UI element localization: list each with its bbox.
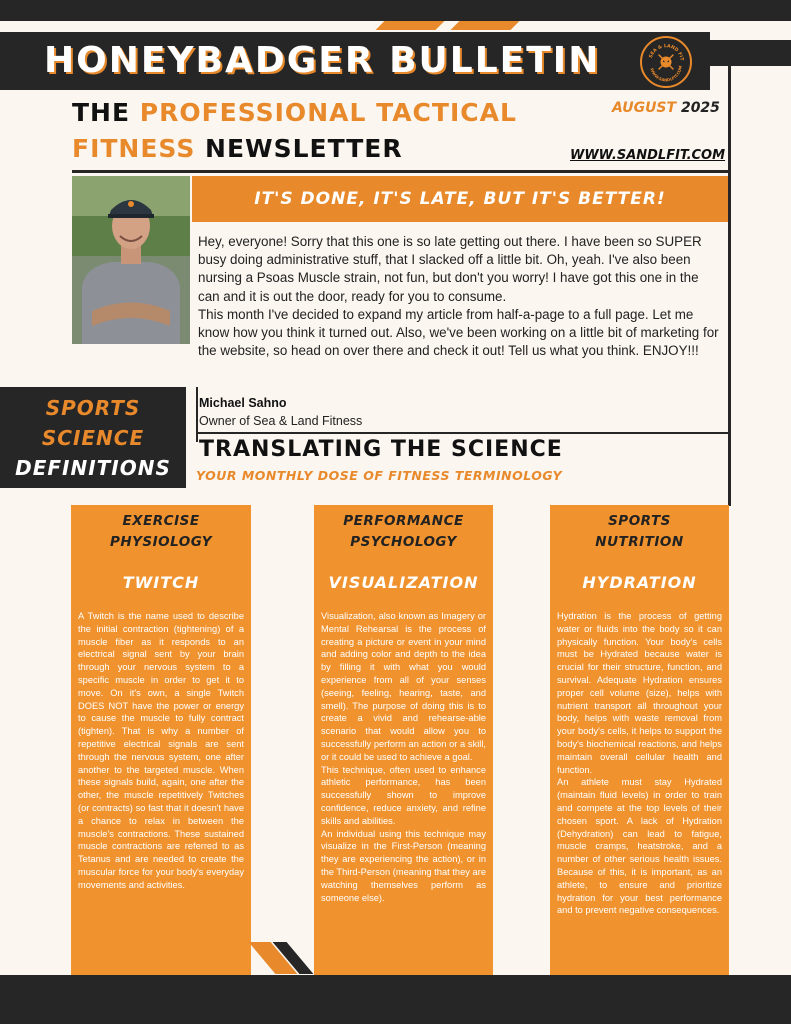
column-category: SPORTS — [608, 513, 671, 529]
author-name: Michael Sahno — [199, 396, 287, 410]
column-paragraph: An individual using this technique may visualize in the First-Person (meaning they are experiencing the action), or in the Third-Person (meaning that they are watching themselves perform as someone else). — [321, 828, 486, 903]
issue-month: AUGUST — [612, 100, 681, 116]
column-paragraph: A Twitch is the name used to describe the initial contraction (tightening) of a muscle fiber as it responds to an electrical signal sent by your brain through your nervous system to a specific muscle in order to get it to move. On it's own, a single Twitch DOES NOT have the power or energy to cause the muscle to fully contract (tighten). That is why a number of repetitive electrical signals are sent through the nervous system, one after another to the targeted muscle. When these signals build, again, one after the other, the muscle repetitively Twitches (or contracts) so fast that it doesn't have a chance to relax in between the muscle's contractions. These sustained muscle contractions are referred to as Tetanus and are needed to create the muscular force for your body's everyday movements and activities. — [78, 611, 244, 890]
divider — [198, 432, 728, 434]
definition-column-performance-psychology — [314, 505, 493, 975]
website-link[interactable]: WWW.SANDLFIT.COM — [570, 148, 726, 163]
intro-paragraph: This month I've decided to expand my article from half-a-page to a full page. Let me know how you think it turned out. Also, we've been working on a little bit of marketing for the website, so head on over there and check it out! Tell us what you think. ENJOY!!! — [198, 306, 719, 359]
author-photo — [72, 176, 190, 344]
intro-banner: IT'S DONE, IT'S LATE, BUT IT'S BETTER! — [192, 176, 728, 222]
top-bar — [0, 0, 791, 21]
title-bar — [0, 32, 710, 90]
accent-stripe — [376, 21, 445, 30]
column-category: PSYCHOLOGY — [350, 534, 457, 550]
divider — [72, 170, 728, 173]
column-body — [557, 610, 722, 917]
column-body — [321, 610, 486, 904]
column-paragraph: An athlete must stay Hydrated (maintain fluid levels) in order to train and compete at the top levels of their chosen sport. A lack of Hydration (Dehydration) can lead to fatigue, muscle cramps, heatstroke, and a number of other serious health issues. Because of this, it is important, as an athlete, to ensure and prioritize hydration for your best performance and to prevent negative consequences. — [557, 777, 722, 916]
frame-line — [728, 66, 731, 506]
column-term: VISUALIZATION — [328, 573, 479, 592]
sea-land-fitness-logo — [640, 36, 692, 88]
column-term: HYDRATION — [582, 573, 697, 592]
column-category: PHYSIOLOGY — [109, 534, 213, 550]
column-paragraph: Hydration is the process of getting water or fluids into the body so it can physically function. Your body's cells must be Hydrated because water is crucial for their structure, function, and survival. Adequate Hydration ensures proper cell volume (size), helps with nutrient transport all throughout your body, helps with waste removal from your body's cells, it helps to support the body's biochemical reactions, and helps maintain overall cellular health and function. — [557, 611, 722, 775]
subtitle-line-1 — [72, 98, 517, 127]
intro-paragraph: Hey, everyone! Sorry that this one is so late getting out there. I have been so SUPER busy doing administrative stuff, that I slacked off a little bit. Oh, yeah. I've also been nursing a Psoas Muscle strain, not fun, but don't you worry! I have got this one in the can and it is out the door, ready for you to consume. — [198, 234, 702, 304]
column-paragraph: Visualization, also known as Imagery or Mental Rehearsal is the process of creating a picture or event in your mind and adding color and depth to the idea by filling it with what you would experience from all of your senses (seeing, feeling, hearing, taste, and smell). The purpose of doing this is to create a vivid and rehearse-able scenario that would allow you to successfully perform an action or a skill, or it could be used to achieve a goal. — [321, 611, 486, 762]
subtitle-newsletter: NEWSLETTER — [205, 134, 403, 163]
skull-anchor-icon — [642, 38, 690, 86]
issue-year: 2025 — [680, 100, 720, 116]
column-category: EXERCISE — [122, 513, 200, 529]
column-paragraph: This technique, often used to enhance athletic performance, has been successfully shown to improve confidence, reduce anxiety, and refine skills and abilities. — [321, 764, 486, 826]
section-heading: TRANSLATING THE SCIENCE — [199, 437, 563, 462]
subtitle-professional: PROFESSIONAL TACTICAL — [139, 98, 517, 127]
intro-text — [198, 233, 722, 360]
author-role: Owner of Sea & Land Fitness — [199, 414, 363, 428]
section-subheading: YOUR MONTHLY DOSE OF FITNESS TERMINOLOGY — [196, 468, 563, 483]
column-body — [78, 610, 244, 892]
section-label-line1: SPORTS — [45, 396, 141, 420]
subtitle-the: THE — [72, 98, 140, 127]
newsletter-title: HONEYBADGER BULLETIN — [44, 40, 601, 81]
issue-date — [612, 100, 720, 116]
column-category: NUTRITION — [595, 534, 684, 550]
column-term: TWITCH — [122, 573, 200, 592]
section-label-line3: DEFINITIONS — [15, 456, 171, 480]
footer-bar — [0, 975, 791, 1024]
logo-text-bottom: WWW.SANDLFIT.COM — [649, 65, 683, 83]
definition-column-exercise-physiology — [71, 505, 251, 975]
subtitle-line-2 — [72, 134, 403, 163]
subtitle-fitness: FITNESS — [72, 134, 206, 163]
svg-text:WWW.SANDLFIT.COM — [649, 65, 682, 82]
section-label — [0, 387, 186, 488]
logo-text-top: SEA & LAND FIT — [648, 44, 684, 62]
header-right-bar — [710, 40, 791, 66]
definition-column-sports-nutrition — [550, 505, 729, 975]
accent-stripe — [451, 21, 520, 30]
column-category: PERFORMANCE — [343, 513, 464, 529]
section-label-line2: SCIENCE — [41, 426, 145, 450]
